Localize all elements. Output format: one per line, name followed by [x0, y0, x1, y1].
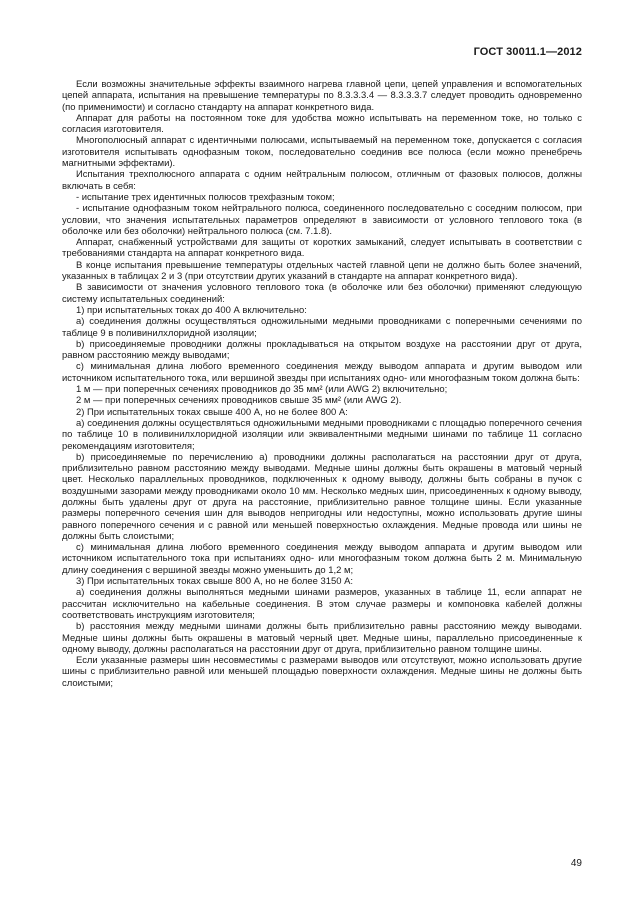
list-item: a) соединения должны выполняться медными шинами размеров, указанных в таблице 11, если аппарат не рассчитан исключительно на кабельные соединения. В этом случае размеры и компоновка кабелей должны соответствовать инструкциям изготовителя; — [62, 587, 582, 621]
paragraph: Если указанные размеры шин несовместимы с размерами выводов или отсутствуют, можно использовать другие шины с приблизительно равной или меньшей площадью поверхности охлаждения. Медные шины не должны быть слоистыми; — [62, 655, 582, 689]
paragraph: Аппарат для работы на постоянном токе для удобства можно испытывать на переменном токе, но только с согласия изготовителя. — [62, 112, 582, 136]
list-item: - испытание однофазным током нейтрального полюса, соединенного последовательно с соседним полюсом, при условии, что значения испытательных параметров определяют в зависимости от условного теплового тока (в оболочке или без оболочки) нейтрального полюса (см. 7.1.8). — [62, 203, 582, 237]
standard-title: ГОСТ 30011.1—2012 — [473, 46, 582, 58]
list-item: c) минимальная длина любого временного соединения между выводом аппарата и другим выводом или источником испытательного тока при испытаниях одно- или многофазным током должна быть 2 м. Минимальную длину соединения с вершиной звезды можно уменьшить до 1,2 м; — [62, 542, 582, 576]
paragraph: В зависимости от значения условного теплового тока (в оболочке или без оболочки) применяют следующую систему испытательных соединений: — [62, 282, 582, 305]
list-item: 2) При испытательных токах свыше 400 А, но не более 800 А: — [76, 406, 348, 418]
list-item: 3) При испытательных токах свыше 800 А, но не более 3150 А: — [76, 576, 354, 588]
list-item: - испытание трех идентичных полюсов трехфазным током; — [76, 191, 335, 203]
page-number: 49 — [570, 858, 582, 869]
list-item: 1) при испытательных токах до 400 А включительно: — [76, 304, 307, 316]
list-item: a) соединения должны осуществляться одножильными медными проводниками с площадью поперечного сечения по таблице 10 в поливинилхлоридной изоляции или эквивалентными медными шинами по таблице 11 согласно рекомендациям изготовителя; — [62, 417, 582, 452]
paragraph: Многополюсный аппарат с идентичными полюсами, испытываемый на переменном токе, допускается с согласия изготовителя испытывать однофазным током, последовательно соединив все полюса (если можно пренебречь магнитными эффектами). — [62, 135, 582, 170]
paragraph: Если возможны значительные эффекты взаимного нагрева главной цепи, цепей управления и вспомогательных цепей аппарата, испытания на превышение температуры по 8.3.3.3.4 — 8.3.3.3.7 следует проводить одновременно (по применимости) и согласно стандарту на аппарат конкретного вида. — [62, 79, 582, 113]
list-item: b) расстояния между медными шинами должны быть приблизительно равны расстоянию между выводами. Медные шины должны быть окрашены в матовый черный цвет. Медные шины, параллельно присоединенные к одному выводу, должны располагаться на расстоянии друг от друга, приблизительно равном толщине шины. — [62, 621, 582, 655]
paragraph: В конце испытания превышение температуры отдельных частей главной цепи не должно быть более значений, указанных в таблицах 2 и 3 (при отсутствии других указаний в стандарте на аппарат конкретного вида). — [62, 259, 582, 283]
paragraph: Испытания трехполюсного аппарата с одним нейтральным полюсом, отличным от фазовых полюсов, должны включать в себя: — [62, 169, 582, 192]
list-item: c) минимальная длина любого временного соединения между выводом аппарата и другим выводом или источником испытательного тока, или вершиной звезды при испытаниях одно- или многофазным током должна быть: — [62, 361, 582, 384]
list-item: 1 м — при поперечных сечениях проводников до 35 мм² (или AWG 2) включительно; — [76, 384, 448, 396]
list-item: b) присоединяемые проводники должны прокладываться на открытом воздухе на расстоянии друг от друга, равном расстоянию между выводами; — [62, 338, 582, 362]
list-item: a) соединения должны осуществляться одножильными медными проводниками с поперечными сечениями по таблице 9 в поливинилхлоридной изоляции; — [62, 316, 582, 339]
list-item: b) присоединяемые по перечислению а) проводники должны располагаться на расстоянии друг от друга, приблизительно равном расстоянию между выводами. Медные шины должны быть окрашены в матовый черный цвет. Несколько параллельных проводников, подключенных к одному выводу, должны быть собраны в пучок с воздушными зазорами между проводниками около 10 мм. Несколько медных шин, присоединенных к одному выводу, должны быть удалены друг от друга на расстояние, приблизительно равное толщине шины. Если указанные размеры поперечного сечения шин для выводов непригодны или недоступны, можно использовать другие шины равного поперечного сечения и с равной или меньшей поверхностью охлаждения. Медные провода или шины не должны быть слоистыми; — [62, 451, 582, 542]
list-item: 2 м — при поперечных сечениях проводников свыше 35 мм² (или AWG 2). — [76, 395, 402, 407]
paragraph: Аппарат, снабженный устройствами для защиты от коротких замыканий, следует испытывать в соответствии с требованиями стандарта на аппарат конкретного вида. — [62, 237, 582, 260]
document-body — [62, 79, 582, 689]
